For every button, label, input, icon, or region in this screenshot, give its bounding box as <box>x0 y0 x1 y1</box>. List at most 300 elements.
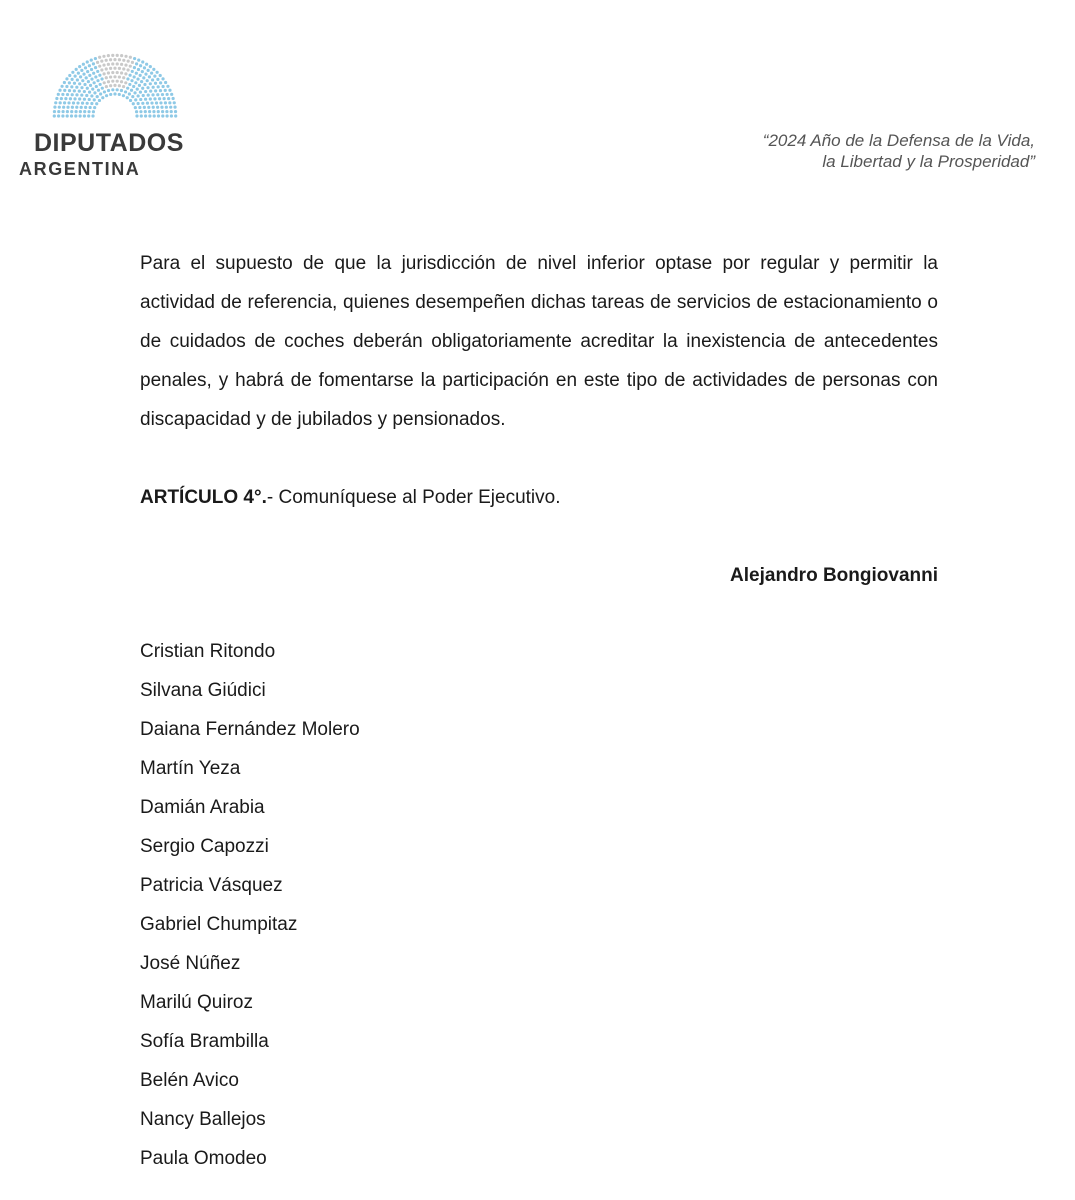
seat-dot <box>120 89 123 92</box>
seat-dot <box>76 78 79 81</box>
seat-dot <box>144 90 147 93</box>
seat-dot <box>156 106 159 109</box>
cosigner-name: Damián Arabia <box>140 797 265 818</box>
seat-dot <box>70 85 73 88</box>
seat-dot <box>147 69 150 72</box>
seat-dot <box>166 93 169 96</box>
seat-dot <box>156 78 159 81</box>
seat-dot <box>136 77 139 80</box>
seat-dot <box>61 93 64 96</box>
seat-dot <box>113 67 116 70</box>
seat-dot <box>153 114 156 117</box>
seat-dot <box>135 110 138 113</box>
cosigner-name: Marilú Quiroz <box>140 992 253 1013</box>
seat-dot <box>98 74 101 77</box>
seat-dot <box>66 110 69 113</box>
seat-dot <box>141 102 144 105</box>
seat-dot <box>101 96 104 99</box>
seat-dot <box>78 90 81 93</box>
seat-dot <box>122 94 125 97</box>
seat-dot <box>139 110 142 113</box>
seat-dot <box>143 83 146 86</box>
seat-dot <box>87 110 90 113</box>
cosigner-name: Sofía Brambilla <box>140 1031 269 1052</box>
seat-dot <box>133 75 136 78</box>
seat-dot <box>169 106 172 109</box>
seat-dot <box>107 63 110 66</box>
seat-dot <box>75 68 78 71</box>
seat-dot <box>130 79 133 82</box>
seat-dot <box>130 89 133 92</box>
seat-dot <box>147 106 150 109</box>
logo-subtitle: ARGENTINA <box>19 159 141 179</box>
seat-dot <box>88 98 91 101</box>
cosigner-name: Nancy Ballejos <box>140 1109 266 1130</box>
cosigner-name: Cristian Ritondo <box>140 641 276 662</box>
article-label: ARTÍCULO 4°. <box>140 487 267 508</box>
seat-dot <box>68 89 71 92</box>
seat-dot <box>170 110 173 113</box>
seat-dot <box>153 97 156 100</box>
seat-dot <box>97 89 100 92</box>
seat-dot <box>90 77 93 80</box>
seat-dot <box>152 110 155 113</box>
seat-dot <box>107 89 110 92</box>
seat-dot <box>164 81 167 84</box>
seat-dot <box>120 71 123 74</box>
seat-dot <box>87 80 90 83</box>
seat-dot <box>148 75 151 78</box>
seat-dot <box>99 92 102 95</box>
seat-dot <box>58 89 61 92</box>
seat-dot <box>153 75 156 78</box>
seat-dot <box>111 71 114 74</box>
seat-dot <box>92 62 95 65</box>
seat-dot <box>118 93 121 96</box>
seat-dot <box>93 98 96 101</box>
seat-dot <box>161 114 164 117</box>
seat-dot <box>113 84 116 87</box>
seat-dot <box>63 89 66 92</box>
seat-dot <box>100 77 103 80</box>
cosigner-name: Patricia Vásquez <box>140 875 283 896</box>
seat-dot <box>140 114 143 117</box>
seat-dot <box>161 110 164 113</box>
seat-dot <box>80 94 83 97</box>
seat-dot <box>111 80 114 83</box>
seat-dot <box>59 101 62 104</box>
seat-dot <box>98 99 101 102</box>
seat-dot <box>139 91 142 94</box>
seat-dot <box>166 85 169 88</box>
seat-dot <box>137 59 140 62</box>
seat-dot <box>158 97 161 100</box>
seat-dot <box>122 59 125 62</box>
seat-dot <box>78 65 81 68</box>
seat-dot <box>131 70 134 73</box>
seat-dot <box>98 56 101 59</box>
seat-dot <box>161 85 164 88</box>
seat-dot <box>126 68 129 71</box>
seat-dot <box>133 91 136 94</box>
seat-dot <box>92 72 95 75</box>
seat-dot <box>83 114 86 117</box>
seat-dot <box>122 85 125 88</box>
seat-dot <box>80 86 83 89</box>
seat-dot <box>96 95 99 98</box>
seat-dot <box>71 106 74 109</box>
seat-dot <box>70 114 73 117</box>
seat-dot <box>89 106 92 109</box>
seat-dot <box>71 71 74 74</box>
cosigners-list <box>140 632 360 1178</box>
seat-dot <box>78 82 81 85</box>
seat-dot <box>74 75 77 78</box>
seat-dot <box>142 76 145 79</box>
seat-dot <box>111 54 114 57</box>
seat-dot <box>92 110 95 113</box>
seat-dot <box>82 73 85 76</box>
seat-dot <box>124 90 127 93</box>
seat-dot <box>163 97 166 100</box>
seat-dot <box>124 55 127 58</box>
seat-dot <box>143 66 146 69</box>
seat-dot <box>137 102 140 105</box>
seat-dot <box>144 110 147 113</box>
seat-dot <box>81 102 84 105</box>
seat-dot <box>128 83 131 86</box>
seat-dot <box>113 58 116 61</box>
seat-dot <box>107 54 110 57</box>
seat-dot <box>148 114 151 117</box>
seat-dot <box>118 67 121 70</box>
seat-dot <box>147 94 150 97</box>
seat-dot <box>142 94 145 97</box>
seat-dot <box>64 97 67 100</box>
seat-dot <box>144 114 147 117</box>
seat-dot <box>168 101 171 104</box>
seat-dot <box>101 87 104 90</box>
seat-dot <box>66 106 69 109</box>
seat-dot <box>74 110 77 113</box>
seat-dot <box>88 74 91 77</box>
seat-dot <box>138 106 141 109</box>
seat-dot <box>124 72 127 75</box>
seat-dot <box>159 74 162 77</box>
seat-dot <box>118 75 121 78</box>
seat-dot <box>75 93 78 96</box>
seat-dot <box>145 63 148 66</box>
seat-dot <box>134 98 137 101</box>
seat-dot <box>109 75 112 78</box>
seat-dot <box>76 101 79 104</box>
seat-dot <box>170 93 173 96</box>
seat-dot <box>159 89 162 92</box>
seat-dot <box>105 94 108 97</box>
seat-dot <box>132 102 135 105</box>
seat-dot <box>151 78 154 81</box>
seat-dot <box>107 80 110 83</box>
seat-dot <box>138 84 141 87</box>
seat-dot <box>103 81 106 84</box>
seat-dot <box>57 93 60 96</box>
seat-dot <box>73 97 76 100</box>
seat-dot <box>120 63 123 66</box>
seat-dot <box>126 77 129 80</box>
seat-dot <box>99 83 102 86</box>
seat-dot <box>88 64 91 67</box>
seat-dot <box>154 89 157 92</box>
seat-dot <box>65 77 68 80</box>
seat-dot <box>105 85 108 88</box>
seat-dot <box>150 72 153 75</box>
seat-dot <box>150 101 153 104</box>
seat-dot <box>173 106 176 109</box>
seat-dot <box>100 60 103 63</box>
seat-dot <box>109 84 112 87</box>
seat-dot <box>86 102 89 105</box>
seat-dot <box>156 93 159 96</box>
seat-dot <box>157 85 160 88</box>
seat-dot <box>155 101 158 104</box>
seat-dot <box>53 110 56 113</box>
seat-dot <box>96 79 99 82</box>
seat-dot <box>71 78 74 81</box>
seat-dot <box>135 62 138 65</box>
seat-dot <box>75 106 78 109</box>
seat-dot <box>146 79 149 82</box>
seat-dot <box>139 74 142 77</box>
seat-dot <box>61 110 64 113</box>
seat-dot <box>124 81 127 84</box>
year-motto <box>763 130 1035 172</box>
seat-dot <box>149 90 152 93</box>
seat-dot <box>134 106 137 109</box>
cosigner-name: Sergio Capozzi <box>140 836 269 857</box>
seat-dot <box>96 61 99 64</box>
seat-dot <box>144 98 147 101</box>
seat-dot <box>173 101 176 104</box>
seat-dot <box>156 71 159 74</box>
seat-dot <box>159 101 162 104</box>
seat-dot <box>160 106 163 109</box>
cosigner-name: Silvana Giúdici <box>140 680 266 701</box>
seat-dot <box>95 102 98 105</box>
seat-dot <box>149 65 152 68</box>
seat-dot <box>122 76 125 79</box>
seat-dot <box>87 114 90 117</box>
seat-dot <box>129 74 132 77</box>
seat-dot <box>95 85 98 88</box>
seat-dot <box>80 69 83 72</box>
seat-dot <box>79 114 82 117</box>
seat-dot <box>141 70 144 73</box>
seat-dot <box>90 102 93 105</box>
seat-dot <box>62 106 65 109</box>
seat-dot <box>53 114 56 117</box>
seat-dot <box>79 110 82 113</box>
seat-dot <box>141 87 144 90</box>
seat-dot <box>164 89 167 92</box>
seat-dot <box>109 93 112 96</box>
seat-dot <box>83 110 86 113</box>
seat-dot <box>132 85 135 88</box>
motto-line-2: la Libertad y la Prosperidad” <box>822 152 1035 171</box>
seat-dot <box>93 81 96 84</box>
seat-dot <box>111 62 114 65</box>
seat-dot <box>174 110 177 113</box>
seat-dot <box>90 59 93 62</box>
seat-dot <box>103 72 106 75</box>
seat-dot <box>118 84 121 87</box>
seat-dot <box>172 97 175 100</box>
seat-dot <box>86 87 89 90</box>
seat-dot <box>83 98 86 101</box>
seat-dot <box>122 67 125 70</box>
seat-dot <box>136 88 139 91</box>
seat-dot <box>118 58 121 61</box>
seat-dot <box>94 57 97 60</box>
seat-dot <box>126 96 129 99</box>
seat-dot <box>134 81 137 84</box>
seat-dot <box>135 72 138 75</box>
seat-dot <box>79 75 82 78</box>
seat-dot <box>91 88 94 91</box>
seat-dot <box>105 76 108 79</box>
seat-dot <box>77 72 80 75</box>
seat-dot <box>149 97 152 100</box>
seat-dot <box>67 101 70 104</box>
seat-dot <box>168 89 171 92</box>
seat-dot <box>116 80 119 83</box>
seat-dot <box>161 93 164 96</box>
seat-dot <box>165 106 168 109</box>
seat-dot <box>105 59 108 62</box>
seat-dot <box>135 114 138 117</box>
seat-dot <box>93 91 96 94</box>
seat-dot <box>58 106 61 109</box>
seat-dot <box>116 62 119 65</box>
seat-dot <box>139 98 142 101</box>
seat-dot <box>78 97 81 100</box>
seat-dot <box>174 114 177 117</box>
seat-dot <box>109 58 112 61</box>
seat-dot <box>116 71 119 74</box>
seat-dot <box>98 65 101 68</box>
motto-line-1: “2024 Año de la Defensa de la Vida, <box>762 131 1035 150</box>
article-text: - Comuníquese al Poder Ejecutivo. <box>266 487 561 508</box>
seat-dot <box>63 101 66 104</box>
cosigner-name: Daiana Fernández Molero <box>140 719 360 740</box>
seat-dot <box>83 90 86 93</box>
cosigner-name: Belén Avico <box>140 1070 239 1091</box>
cosigner-name: Paula Omodeo <box>140 1148 267 1169</box>
article-4 <box>140 478 561 517</box>
seat-dot <box>91 114 94 117</box>
seat-dot <box>137 94 140 97</box>
signer-name: Alejandro Bongiovanni <box>730 565 938 586</box>
seat-dot <box>61 114 64 117</box>
seat-dot <box>151 93 154 96</box>
seat-dot <box>68 81 71 84</box>
seat-dot <box>103 90 106 93</box>
seat-dot <box>90 94 93 97</box>
seat-dot <box>54 101 57 104</box>
seat-dot <box>166 114 169 117</box>
seat-dot <box>53 106 56 109</box>
seat-dot <box>83 83 86 86</box>
seat-dot <box>75 86 78 89</box>
seat-dot <box>116 54 119 57</box>
seat-dot <box>105 67 108 70</box>
seat-dot <box>100 68 103 71</box>
seat-dot <box>69 97 72 100</box>
seat-dot <box>102 55 105 58</box>
seat-dot <box>131 95 134 98</box>
seat-dot <box>72 101 75 104</box>
logo-title: DIPUTADOS <box>34 129 184 157</box>
seat-dot <box>128 92 131 95</box>
seat-dot <box>167 97 170 100</box>
seat-dot <box>152 86 155 89</box>
seat-dot <box>124 63 127 66</box>
seat-dot <box>71 93 74 96</box>
seat-dot <box>82 63 85 66</box>
seat-dot <box>129 99 132 102</box>
seat-dot <box>73 82 76 85</box>
seat-dot <box>129 56 132 59</box>
seat-dot <box>129 65 132 68</box>
seat-dot <box>90 68 93 71</box>
seat-dot <box>154 82 157 85</box>
seat-dot <box>148 110 151 113</box>
seat-dot <box>89 84 92 87</box>
seat-dot <box>161 77 164 80</box>
seat-dot <box>94 66 97 69</box>
body-paragraph: Para el supuesto de que la jurisdicción de nivel inferior optase por regular y permitir la actividad de referencia, quienes desempeñen dichas tareas de servicios de estacionamiento o de cuidados de coches deberán obligatoriamente acreditar la inexistencia de antecedentes penales, y habrá de fomentarse la participación en este tipo de actividades de personas con discapacidad y de jubilados y pensionados. <box>140 253 938 430</box>
seat-dot <box>94 75 97 78</box>
seat-dot <box>65 85 68 88</box>
seat-dot <box>164 101 167 104</box>
seat-dot <box>159 81 162 84</box>
seat-dot <box>157 110 160 113</box>
seat-dot <box>63 81 66 84</box>
seat-dot <box>133 57 136 60</box>
seat-dot <box>70 110 73 113</box>
cosigner-name: Martín Yeza <box>140 758 241 779</box>
seat-dot <box>131 61 134 64</box>
seat-dot <box>126 87 129 90</box>
seat-dot <box>144 73 147 76</box>
seat-dot <box>165 110 168 113</box>
seat-dot <box>152 106 155 109</box>
seat-dot <box>85 94 88 97</box>
seat-dot <box>93 106 96 109</box>
seat-dot <box>116 88 119 91</box>
seat-dot <box>109 67 112 70</box>
seat-dot <box>86 70 89 73</box>
seat-dot <box>133 66 136 69</box>
seat-dot <box>88 91 91 94</box>
seat-dot <box>60 85 63 88</box>
seat-dot <box>57 114 60 117</box>
seat-dot <box>149 82 152 85</box>
seat-dot <box>68 74 71 77</box>
seat-dot <box>84 106 87 109</box>
seat-dot <box>170 114 173 117</box>
seat-dot <box>146 86 149 89</box>
seat-dot <box>152 68 155 71</box>
